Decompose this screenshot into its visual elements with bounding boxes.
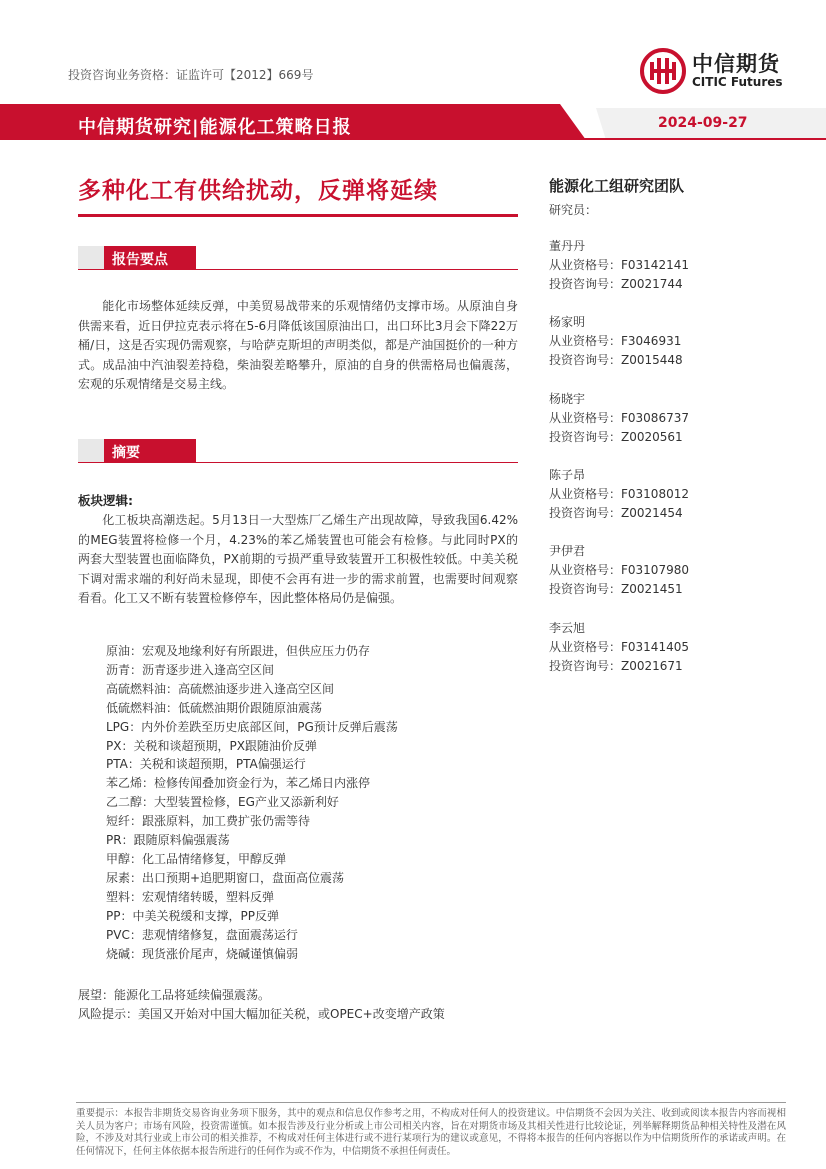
analyst-consult-id: 投资咨询号：Z0021451 [549,582,683,596]
analyst-card [549,619,789,676]
analyst-card [549,237,789,294]
list-item: PR：跟随原料偏强震荡 [106,833,230,848]
analyst-qualification: 从业资格号：F03142141 [549,258,689,272]
company-logo [640,46,810,96]
list-item: 塑料：宏观情绪转暖，塑料反弹 [106,889,275,904]
section-key-points-label: 报告要点 [112,252,168,268]
list-item: 尿素：出口预期+追肥期窗口，盘面高位震荡 [106,870,345,885]
list-item: 原油：宏观及地缘利好有所跟进，但供应压力仍存 [106,644,371,658]
analyst-name: 杨晓宇 [549,392,586,406]
logic-heading: 板块逻辑: [78,493,133,508]
footer-divider [76,1102,786,1103]
logo-chinese: 中信期货 [692,52,780,76]
list-item: PX：关税和谈超预期，PX跟随油价反弹 [106,738,317,753]
analyst-name: 尹伊君 [549,544,586,558]
list-item: 沥青：沥青逐步进入逢高空区间 [106,662,275,677]
analyst-qualification: 从业资格号：F03108012 [549,487,689,501]
analyst-name: 杨家明 [549,315,586,329]
list-item: PP：中美关税缓和支撑，PP反弹 [106,908,279,923]
list-item: 甲醇：化工品情绪修复，甲醇反弹 [106,851,287,866]
disclaimer-text: 重要提示：本报告非期货交易咨询业务项下服务，其中的观点和信息仅作参考之用，不构成对任何人的投资建议。中信期货不会因为关注、收到或阅读本报告内容而视相关人员为客户；市场有风险，投资需谨慎。如本报告涉及行业分析或上市公司相关内容，旨在对期货市场及其相关性进行比较论证，列举解释期货品种相关特性及潜在风险，不涉及对其行业或上市公司的相关推荐，不构成对任何主体进行或不进行某项行为的建议或意见，不得将本报告的任何内容据以作为中信期货所作的承诺或声明。在任何情况下，任何主体依据本报告所进行的任何作为或不作为，中信期货不承担任何责任。 [76,1108,786,1157]
list-item: 高硫燃料油：高硫燃油逐步进入逢高空区间 [106,681,335,696]
section-divider [78,462,518,463]
analyst-name: 李云旭 [549,621,586,635]
list-item: PTA：关税和谈超预期，PTA偏强运行 [106,757,306,772]
page-title: 多种化工有供给扰动，反弹将延续 [78,178,438,204]
section-summary-tag [78,439,198,463]
analyst-card [549,313,789,370]
list-item: 短纤：跟涨原料，加工费扩张仍需等待 [106,814,311,829]
analyst-name: 陈子昂 [549,468,586,482]
researcher-label: 研究员： [549,203,598,217]
section-divider [78,269,518,270]
analyst-consult-id: 投资咨询号：Z0015448 [549,353,683,367]
analyst-card [549,390,789,447]
list-item: LPG：内外价差跌至历史底部区间，PG预计反弹后震荡 [106,719,398,734]
list-item: 烧碱：现货涨价尾声，烧碱谨慎偏弱 [106,946,299,961]
title-underline [78,214,518,217]
analyst-card [549,542,789,599]
key-points-paragraph [78,297,518,395]
logic-paragraph [78,511,518,609]
logo-english: CITIC Futures [692,75,783,89]
list-item: 低硫燃料油：低硫燃油期价跟随原油震荡 [106,700,323,715]
analyst-qualification: 从业资格号：F3046931 [549,334,682,348]
analyst-consult-id: 投资咨询号：Z0020561 [549,430,683,444]
key-points-text: 能化市场整体延续反弹，中美贸易战带来的乐观情绪仍支撑市场。从原油自身供需来看，近日伊拉克表示将在5-6月降低该国原油出口，出口环比3月会下降22万桶/日，这是否实现仍需观察，与哈萨克斯坦的声明类似，都是产油国挺价的一种方式。成品油中汽油裂差持稳，柴油裂差略攀升，原油的自身的供需格局也偏震荡，宏观的乐观情绪是交易主线。 [78,299,518,391]
report-date: 2024-09-27 [658,115,748,131]
analyst-qualification: 从业资格号：F03086737 [549,411,689,425]
outlook-text: 展望：能源化工品将延续偏强震荡。 [78,988,271,1002]
analyst-consult-id: 投资咨询号：Z0021671 [549,659,683,673]
analyst-qualification: 从业资格号：F03141405 [549,640,689,654]
license-text: 投资咨询业务资格：证监许可【2012】669号 [68,68,314,82]
analyst-card [549,466,789,523]
analyst-qualification: 从业资格号：F03107980 [549,563,689,577]
analyst-name: 董丹丹 [549,239,586,253]
citic-emblem-icon [640,48,686,94]
list-item: PVC：悲观情绪修复，盘面震荡运行 [106,927,298,942]
list-item: 乙二醇：大型装置检修，EG产业又添新利好 [106,795,339,810]
logic-text: 化工板块高潮迭起。5月13日一大型炼厂乙烯生产出现故障，导致我国6.42%的MEG装置将检修一个月，4.23%的苯乙烯装置也可能会有检修。与此同时PX的两套大型装置也面临降负，PX前期的亏损严重导致装置开工积极性较低。中美关税下调对需求端的利好尚未显现，即使不会再有进一步的需求前置，也需要时间观察看看。化工又不断有装置检修停车，因此整体格局仍是偏强。 [78,513,518,605]
list-item: 苯乙烯：检修传闻叠加资金行为，苯乙烯日内涨停 [106,776,371,791]
section-key-points-tag [78,246,198,270]
analyst-consult-id: 投资咨询号：Z0021454 [549,506,683,520]
team-title: 能源化工组研究团队 [549,177,685,195]
analyst-consult-id: 投资咨询号：Z0021744 [549,277,683,291]
report-series-title: 中信期货研究|能源化工策略日报 [78,117,352,138]
sector-view-list [106,642,526,963]
risk-text: 风险提示：美国又开始对中国大幅加征关税，或OPEC+改变增产政策 [78,1007,445,1021]
section-summary-label: 摘要 [112,445,140,461]
